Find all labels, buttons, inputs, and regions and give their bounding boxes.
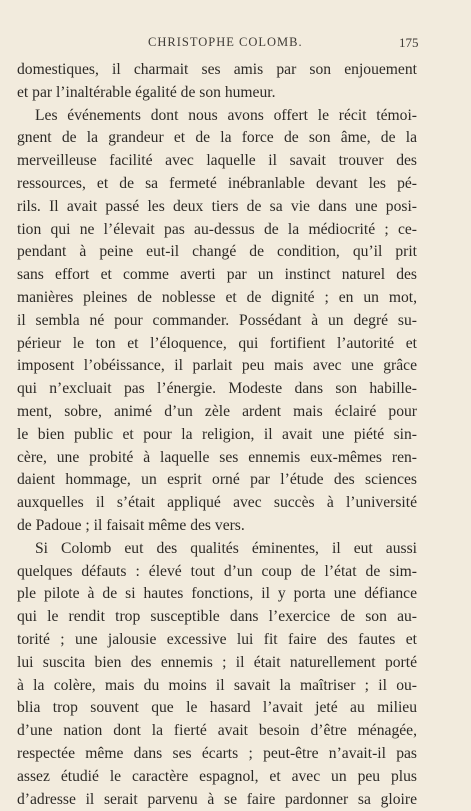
text-line: cère, une probité à laquelle ses ennemis eux-mêmes ren-	[17, 448, 417, 466]
text-line: assez étudié le caractère espagnol, et avec un peu plus	[17, 767, 417, 785]
text-line: d’adresse il serait parvenu à se faire pardonner sa gloire	[17, 790, 417, 808]
text-line: ment, sobre, animé d’un zèle ardent mais éclairé pour	[17, 403, 417, 420]
text-line: sans effort et comme averti par un instinct naturel des	[17, 266, 417, 284]
text-line: merveilleuse facilité avec laquelle il savait trouver des	[17, 152, 417, 170]
text-line: rils. Il avait passé les deux tiers de sa vie dans une posi-	[17, 197, 417, 215]
text-line: ressources, et de sa fermeté inébranlable devant les pé-	[17, 175, 417, 192]
text-line: Si Colomb eut des qualités éminentes, il eut aussi	[35, 539, 417, 557]
text-line: torité ; une jalousie excessive lui fit faire des fautes et	[17, 631, 417, 648]
text-line: quelques défauts : élevé tout d’un coup de l’état de sim-	[17, 562, 417, 580]
text-line: de Padoue ; il faisait même des vers.	[17, 517, 245, 534]
text-line: daient hommage, un esprit orné par l’étude des sciences	[17, 471, 417, 489]
text-line: périeur le ton et l’éloquence, qui fortifient l’autorité et	[17, 334, 417, 352]
text-line: imposent l’obéissance, il parlait peu mais avec une grâce	[17, 357, 417, 375]
running-title: CHRISTOPHE COLOMB.	[148, 35, 303, 49]
running-head	[0, 35, 471, 51]
text-line: manières pleines de noblesse et de dignité ; en un mot,	[17, 289, 417, 306]
text-line: il sembla né pour commander. Possédant à un degré su-	[17, 311, 417, 329]
text-line: gnent de la grandeur et de la force de son âme, de la	[17, 129, 417, 147]
text-line: le bien public et pour la religion, il avait une piété sin-	[17, 425, 417, 443]
text-line: ple pilote à de si hautes fonctions, il y porta une défiance	[17, 585, 417, 603]
text-line: respectée même dans ses écarts ; peut-être n’avait-il pas	[17, 745, 417, 762]
text-line: qui le rendit trop susceptible dans l’exercice de son au-	[17, 608, 417, 626]
page-number: 175	[399, 35, 419, 50]
text-line: auxquelles il s’était appliqué avec succès à l’université	[17, 494, 417, 512]
text-line: qui n’excluait pas l’énergie. Modeste dans son habille-	[17, 380, 417, 398]
text-line: tion qui ne l’élevait pas au-dessus de la médiocrité ; ce-	[17, 220, 417, 238]
text-line: d’une nation dont la fierté avait besoin d’être ménagée,	[17, 722, 417, 740]
text-line: à la colère, mais du moins il savait la maîtriser ; il ou-	[17, 676, 417, 694]
text-line: domestiques, il charmait ses amis par son enjouement	[17, 61, 417, 78]
text-line: lui suscita bien des ennemis ; il était naturellement porté	[17, 653, 417, 671]
text-line: pendant à peine eut-il changé de condition, qu’il prit	[17, 243, 417, 261]
text-line: Les événements dont nous avons offert le récit témoi-	[35, 106, 417, 124]
text-line: et par l’inaltérable égalité de son humeur.	[17, 83, 276, 101]
text-line: blia trop souvent que le hasard l’avait jeté au milieu	[17, 699, 417, 717]
